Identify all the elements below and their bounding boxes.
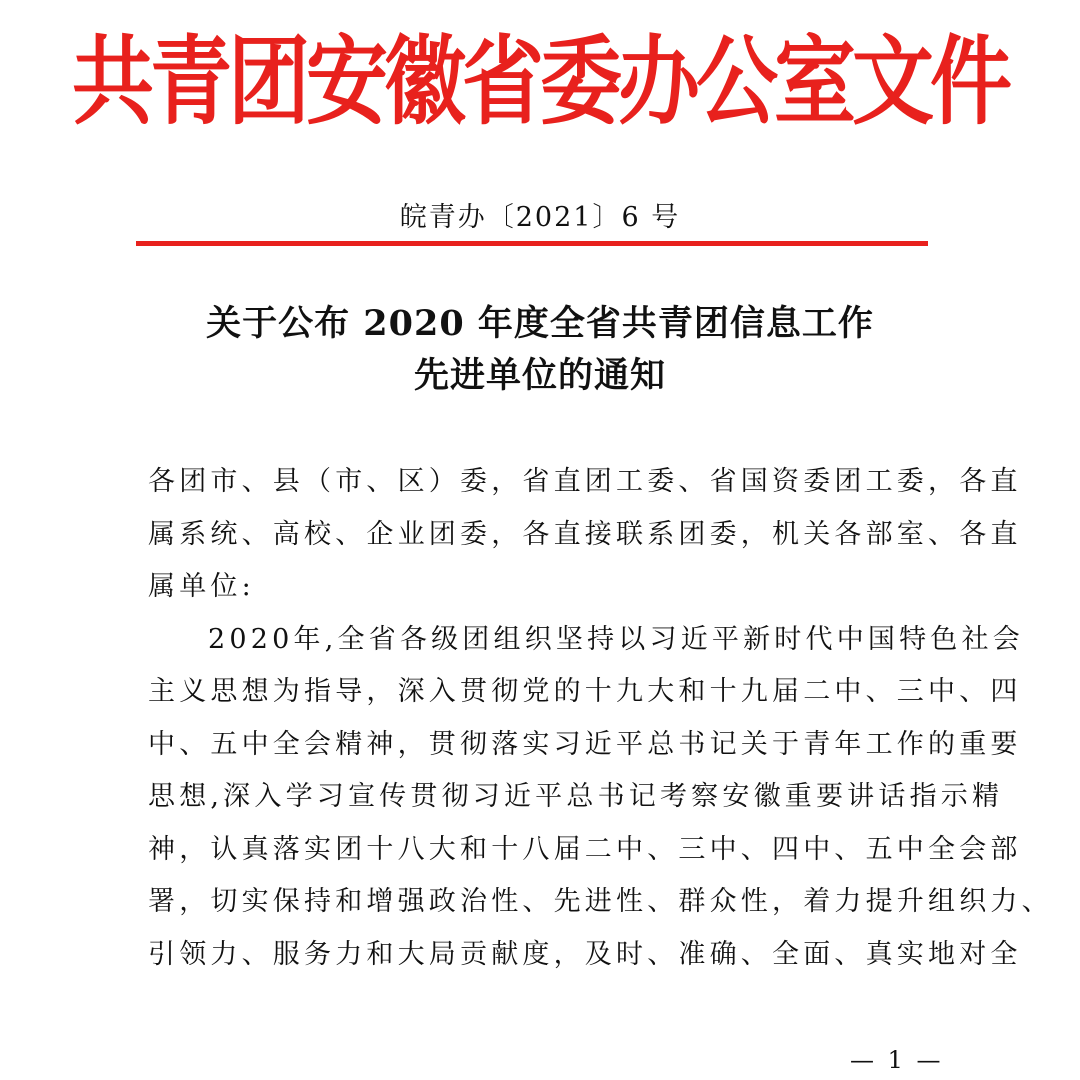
body-line: 属单位: — [148, 571, 255, 602]
document-number: 皖青办〔2021〕6 号 — [399, 202, 681, 233]
body-line: 思想,深入学习宣传贯彻习近平总书记考察安徽重要讲话指示精 — [148, 781, 1004, 812]
notice-title-line: 先进单位的通知 — [413, 355, 666, 396]
red-divider-line — [136, 241, 928, 246]
notice-title-line: 关于公布 2020 年度全省共青团信息工作 — [206, 303, 874, 344]
body-line: 各团市、县（市、区）委，省直团工委、省国资委团工委，各直 — [148, 466, 1022, 497]
body-line: 署，切实保持和增强政治性、先进性、群众性，着力提升组织力、 — [148, 886, 1053, 917]
document-header-title: 共青团安徽省委办公室文件 — [71, 26, 1008, 139]
page-number: — 1 — — [850, 1046, 944, 1074]
body-line: 神，认真落实团十八大和十八届二中、三中、四中、五中全会部 — [148, 833, 1022, 865]
notice-body — [148, 456, 1053, 981]
body-line: 2020年,全省各级团组织坚持以习近平新时代中国特色社会 — [208, 623, 1024, 655]
body-line: 属系统、高校、企业团委，各直接联系团委，机关各部室、各直 — [148, 518, 1022, 550]
body-line: 引领力、服务力和大局贡献度，及时、准确、全面、真实地对全 — [148, 938, 1022, 970]
notice-title — [0, 298, 1080, 402]
body-line: 主义思想为指导，深入贯彻党的十九大和十九届二中、三中、四 — [148, 676, 1022, 707]
body-line: 中、五中全会精神，贯彻落实习近平总书记关于青年工作的重要 — [148, 728, 1022, 760]
